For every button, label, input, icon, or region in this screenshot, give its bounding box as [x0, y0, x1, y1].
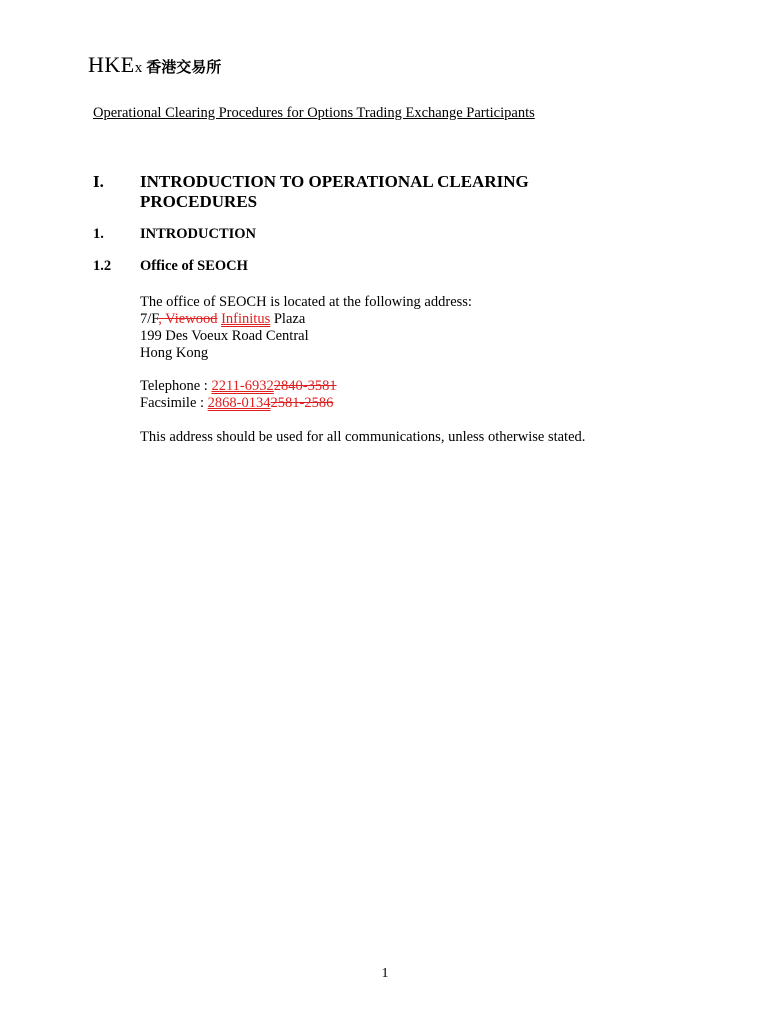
deleted-building-name: , Viewood [158, 311, 218, 327]
logo-text-cn: 香港交易所 [146, 58, 222, 76]
subheading-office: Office of SEOCH [140, 258, 248, 274]
logo-text-en: HKE [88, 52, 135, 77]
subheading-number: 1.2 [93, 258, 112, 274]
telephone-line [140, 378, 337, 395]
closing-statement: This address should be used for all communications, unless otherwise stated. [140, 429, 586, 445]
address-floor: 7/F [140, 311, 159, 327]
address-plaza: Plaza [273, 311, 306, 327]
facsimile-deleted: 2581-2586 [270, 395, 334, 411]
page-number: 1 [381, 966, 389, 981]
facsimile-inserted: 2868-0134 [207, 395, 271, 411]
telephone-inserted: 2211-6932 [211, 378, 274, 394]
logo-text-x: x [134, 60, 143, 76]
heading-introduction: INTRODUCTION [140, 226, 257, 242]
address-line-2: 199 Des Voeux Road Central [140, 328, 309, 344]
section-title: INTRODUCTION TO OPERATIONAL CLEARING PROCEDURES [140, 172, 529, 211]
address-line-1 [140, 311, 305, 328]
address-line-3: Hong Kong [140, 345, 209, 361]
inserted-building-name: Infinitus [221, 311, 271, 327]
heading-number: 1. [93, 226, 104, 242]
section-number: I. [93, 172, 104, 191]
address-intro: The office of SEOCH is located at the following address: [140, 294, 472, 310]
facsimile-label: Facsimile : [140, 395, 208, 411]
telephone-deleted: 2840-3581 [273, 378, 337, 394]
hkex-logo [88, 52, 221, 78]
telephone-label: Telephone : [140, 378, 212, 394]
facsimile-line [140, 395, 333, 412]
document-header: Operational Clearing Procedures for Options Trading Exchange Participants [93, 105, 535, 121]
